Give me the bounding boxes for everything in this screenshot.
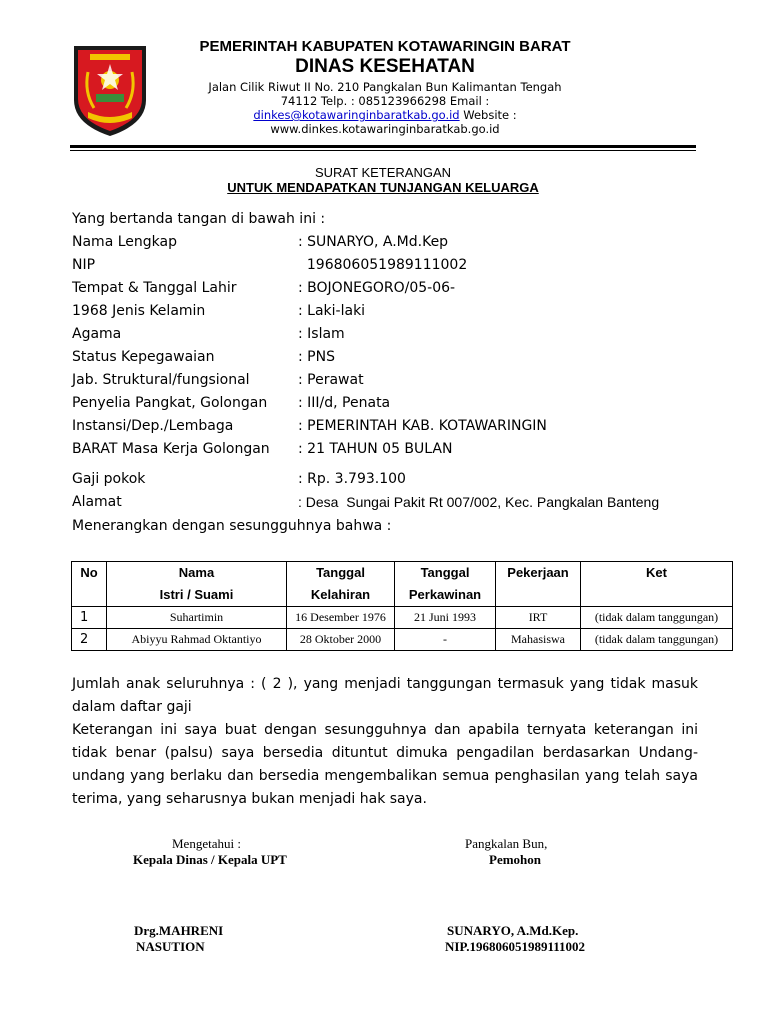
field-value: : Laki-laki <box>298 303 366 319</box>
header-ket: Ket <box>581 562 733 607</box>
header-nama-line2: Istri / Suami <box>159 587 234 602</box>
cell-nama: Abiyyu Rahmad Oktantiyo <box>107 629 287 651</box>
field-label: Tempat & Tanggal Lahir <box>72 280 237 296</box>
field-label: Instansi/Dep./Lembaga <box>72 418 234 434</box>
field-value: : Rp. 3.793.100 <box>298 471 406 487</box>
left-signer-name-line2: NASUTION <box>136 939 205 954</box>
header-no: No <box>72 562 107 607</box>
header-pekerjaan: Pekerjaan <box>496 562 581 607</box>
header-kelahiran-line2: Kelahiran <box>310 587 371 602</box>
header-contact-line <box>160 108 610 123</box>
closing-statement: Keterangan ini saya buat dengan sesungguhnya dan apabila ternyata keterangan ini tidak benar (palsu) saya bersedia dituntut dimuka pengadilan berdasarkan Undang-undang yang berlaku dan bersedia mengembalikan semua penghasilan yang telah saya terima, yang seharusnya bukan menjadi hak saya. <box>72 722 698 807</box>
header-nama <box>107 562 287 607</box>
document-subtitle: UNTUK MENDAPATKAN TUNJANGAN KELUARGA <box>227 180 539 195</box>
website-text: www.dinkes.kotawaringinbaratkab.go.id <box>270 122 500 136</box>
cell-kawin: 21 Juni 1993 <box>395 607 496 629</box>
header-address-line1: Jalan Cilik Riwut II No. 210 Pangkalan Bun Kalimantan Tengah <box>208 80 562 94</box>
left-signature-role: Kepala Dinas / Kepala UPT <box>133 852 287 867</box>
cell-no: 2 <box>72 629 107 651</box>
header-department: DINAS KESEHATAN <box>295 56 475 77</box>
email-link[interactable]: dinkes@kotawaringinbaratkab.go.id <box>253 108 460 122</box>
cell-nama: Suhartimin <box>107 607 287 629</box>
field-value: : PEMERINTAH KAB. KOTAWARINGIN <box>298 418 547 434</box>
document-title: SURAT KETERANGAN <box>314 165 452 180</box>
header-divider-thick <box>70 145 696 148</box>
header-perkawinan-line1: Tanggal <box>420 565 470 580</box>
cell-kawin: - <box>395 629 496 651</box>
cell-no: 1 <box>72 607 107 629</box>
children-statement: Jumlah anak seluruhnya : ( 2 ), yang menjadi tanggungan termasuk yang tidak masuk dalam daftar gaji <box>72 676 698 715</box>
cell-ket: (tidak dalam tanggungan) <box>581 629 733 651</box>
table-header-row <box>72 562 733 607</box>
left-signer-name: Drg.MAHRENI <box>134 923 224 938</box>
field-label: Penyelia Pangkat, Golongan <box>72 395 268 411</box>
intro-text: Yang bertanda tangan di bawah ini : <box>72 211 326 227</box>
regency-emblem-icon <box>70 42 150 138</box>
cell-pekerjaan: Mahasiswa <box>496 629 581 651</box>
field-label: NIP <box>72 257 96 273</box>
cell-ket: (tidak dalam tanggungan) <box>581 607 733 629</box>
header-government: PEMERINTAH KABUPATEN KOTAWARINGIN BARAT <box>199 38 571 55</box>
header-address-line2: 74112 Telp. : 085123966298 Email : <box>280 94 490 108</box>
field-value: : 21 TAHUN 05 BULAN <box>298 441 453 457</box>
header-perkawinan <box>395 562 496 607</box>
field-value: : PNS <box>298 349 335 365</box>
field-label: Alamat <box>72 494 122 510</box>
field-value: : Islam <box>298 326 345 342</box>
right-signature-role: Pemohon <box>489 852 541 867</box>
header-divider-thin <box>70 150 696 151</box>
table-row <box>72 629 733 651</box>
field-value: : III/d, Penata <box>298 395 391 411</box>
cell-pekerjaan: IRT <box>496 607 581 629</box>
field-label: 1968 Jenis Kelamin <box>72 303 206 319</box>
cell-lahir: 28 Oktober 2000 <box>287 629 395 651</box>
field-label: Gaji pokok <box>72 471 146 487</box>
field-label: Nama Lengkap <box>72 234 177 250</box>
field-label: Agama <box>72 326 122 342</box>
field-value: 196806051989111002 <box>298 257 468 273</box>
header-kelahiran-line1: Tanggal <box>316 565 365 580</box>
field-label: Status Kepegawaian <box>72 349 215 365</box>
header-nama-line1: Nama <box>178 565 215 580</box>
website-label: Website : <box>459 108 517 122</box>
right-signer-nip: NIP.196806051989111002 <box>445 939 586 954</box>
field-label: BARAT Masa Kerja Golongan <box>72 441 270 457</box>
field-value: : SUNARYO, A.Md.Kep <box>298 234 449 250</box>
declaration-text: Menerangkan dengan sesungguhnya bahwa : <box>72 518 392 534</box>
header-kelahiran <box>287 562 395 607</box>
left-signature-caption: Mengetahui : <box>172 836 241 851</box>
right-signer-name: SUNARYO, A.Md.Kep. <box>447 923 579 938</box>
family-table <box>71 561 733 651</box>
cell-lahir: 16 Desember 1976 <box>287 607 395 629</box>
field-value: : BOJONEGORO/05-06- <box>298 280 456 296</box>
field-value: : Desa Sungai Pakit Rt 007/002, Kec. Pangkalan Banteng <box>298 494 660 510</box>
header-perkawinan-line2: Perkawinan <box>408 587 482 602</box>
field-value: : Perawat <box>298 372 364 388</box>
field-label: Jab. Struktural/fungsional <box>72 372 250 388</box>
table-row <box>72 607 733 629</box>
right-signature-caption: Pangkalan Bun, <box>465 836 548 851</box>
